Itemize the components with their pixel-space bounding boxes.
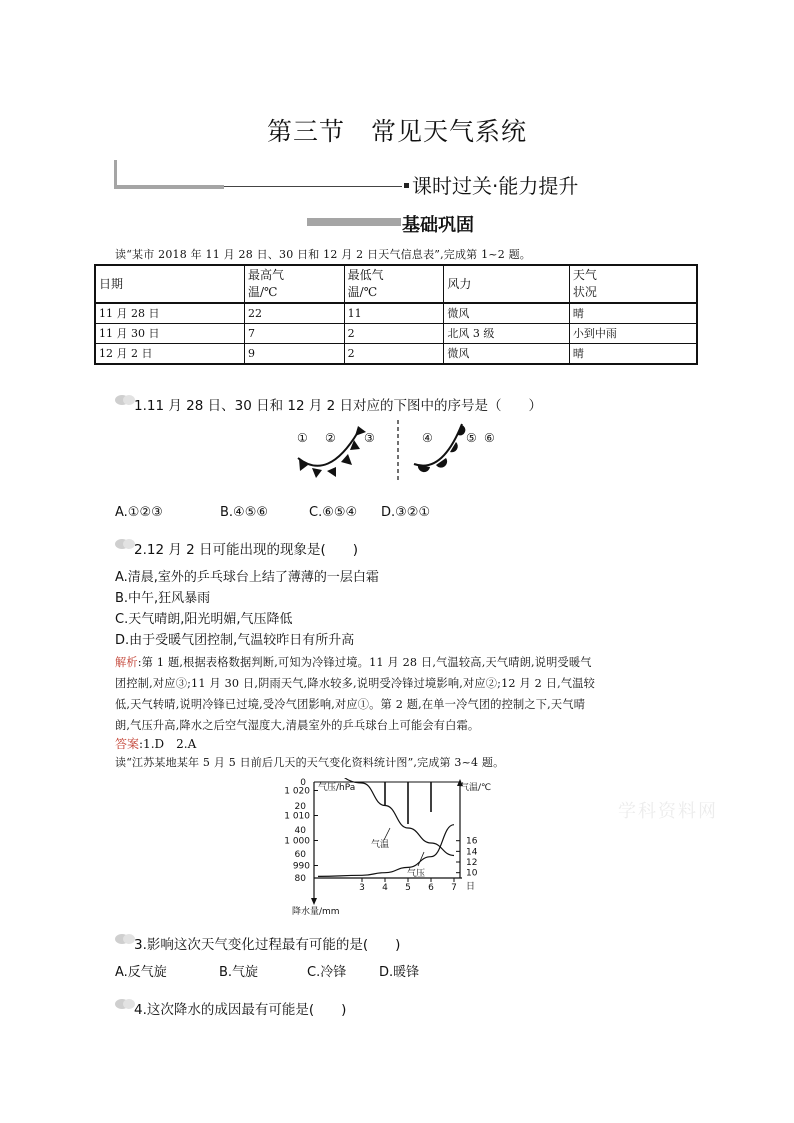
table-cell: 11 月 30 日 (95, 324, 244, 344)
q3-option-c[interactable]: C.冷锋 (307, 965, 347, 980)
table-row (95, 344, 697, 365)
x-tick-label: 4 (382, 883, 388, 893)
question-marker-icon (114, 538, 136, 550)
table-cell: 9 (244, 344, 344, 365)
table-header-row (95, 265, 697, 303)
intro-text-2: 读“江苏某地某年 5 月 5 日前后几天的天气变化资料统计图”,完成第 3~4 题。 (115, 756, 505, 769)
label-circle-2: ② (325, 431, 336, 445)
left-tick-label: 1 020 (284, 786, 310, 797)
subtitle-rule (224, 186, 402, 187)
table-cell: 12 月 2 日 (95, 344, 244, 365)
q1-option-b[interactable]: B.④⑤⑥ (220, 505, 269, 520)
table-cell: 晴 (569, 303, 697, 324)
table-header-cell: 最高气 温/℃ (244, 265, 344, 303)
precip-tick-label: 20 (294, 802, 306, 812)
weather-chart (282, 778, 502, 918)
left-tick-label: 990 (292, 861, 310, 872)
subtitle-dot (404, 183, 409, 188)
table-cell: 2 (344, 344, 444, 365)
table-cell: 微风 (444, 303, 570, 324)
front-semicircle-icon (436, 458, 447, 468)
q2-option-a[interactable]: A.清晨,室外的乒乓球台上结了薄薄的一层白霜 (115, 570, 379, 585)
table-cell: 22 (244, 303, 344, 324)
front-triangle-icon (327, 467, 336, 477)
subtitle-bar-left (114, 160, 117, 188)
table-cell: 2 (344, 324, 444, 344)
q1-option-c[interactable]: C.⑥⑤④ (309, 505, 358, 520)
q3-option-b[interactable]: B.气旋 (219, 965, 259, 980)
explanation-line-1: :第 1 题,根据表格数据判断,可知为冷锋过境。11 月 28 日,气温较高,天气晴朗,说明受暖气 (137, 656, 592, 669)
explanation-line-2: 团控制,对应③;11 月 30 日,阴雨天气,降水较多,说明受冷锋过境影响,对应②;12 月 2 日,气温较 (115, 677, 596, 690)
label-circle-5: ⑤ (466, 431, 477, 445)
table-header-cell: 天气 状况 (569, 265, 697, 303)
right-axis-label: 气温/℃ (460, 783, 492, 793)
precip-tick-label: 40 (294, 826, 306, 836)
label-circle-4: ④ (422, 431, 433, 445)
table-row (95, 324, 697, 344)
front-symbols-figure (290, 418, 510, 484)
table-cell: 11 月 28 日 (95, 303, 244, 324)
weather-table (94, 264, 698, 365)
table-header-cell: 日期 (95, 265, 244, 303)
front-triangle-icon (341, 454, 352, 465)
front-triangle-icon (312, 468, 322, 478)
table-cell: 微风 (444, 344, 570, 365)
right-tick-label: 12 (466, 858, 478, 869)
label-circle-1: ① (297, 431, 308, 445)
question-4-stem: 4.这次降水的成因最有可能是( ) (134, 1002, 347, 1018)
section-heading: 基础巩固 (402, 215, 474, 236)
series-label-pressure: 气压 (407, 869, 426, 879)
left-tick-label: 1 000 (284, 836, 310, 847)
explanation-line-4: 朗,气压升高,降水之后空气湿度大,清晨室外的乒乓球台上可能会有白霜。 (115, 719, 480, 732)
left-axis-label: 气压/hPa (318, 783, 356, 793)
watermark: 学科资料网 (618, 801, 718, 822)
x-tick-label: 7 (451, 883, 457, 893)
precip-axis-label: 降水量/mm (292, 907, 340, 917)
precip-tick-label: 60 (294, 850, 306, 860)
temperature-line (318, 825, 454, 877)
page-title: 第三节 常见天气系统 (266, 117, 527, 146)
table-row (95, 303, 697, 324)
table-header-cell: 最低气 温/℃ (344, 265, 444, 303)
explanation-line-3: 低,天气转晴,说明冷锋已过境,受冷气团影响,对应①。第 2 题,在单一冷气团的控制之下,天气晴 (115, 698, 586, 711)
series-label-temperature: 气温 (371, 840, 390, 850)
answer-text: :1.D 2.A (139, 737, 197, 751)
x-tick-label: 5 (405, 883, 411, 893)
label-circle-3: ③ (364, 431, 375, 445)
x-tick-label: 3 (359, 883, 365, 893)
table-cell: 晴 (569, 344, 697, 365)
question-2-stem: 2.12 月 2 日可能出现的现象是( ) (134, 542, 359, 558)
table-cell: 11 (344, 303, 444, 324)
explanation (115, 652, 683, 736)
right-tick-label: 10 (466, 868, 478, 879)
question-marker-icon (114, 933, 136, 945)
section-bar (307, 218, 401, 226)
x-unit-label: 日 (466, 882, 476, 892)
precip-tick-label: 80 (294, 874, 306, 884)
intro-text-1: 读“某市 2018 年 11 月 28 日、30 日和 12 月 2 日天气信息表”,完成第 1~2 题。 (115, 248, 531, 261)
q3-option-d[interactable]: D.暖锋 (379, 965, 420, 980)
right-tick-label: 14 (466, 847, 478, 858)
question-1-stem: 1.11 月 28 日、30 日和 12 月 2 日对应的下图中的序号是（ ） (134, 398, 543, 414)
answer-label: 答案 (115, 737, 140, 751)
precip-tick-label: 0 (300, 778, 306, 788)
left-axis-arrow-icon (311, 898, 317, 905)
temperature-label-arrow (384, 828, 390, 840)
q1-option-a[interactable]: A.①②③ (115, 505, 163, 520)
x-tick-label: 6 (428, 883, 434, 893)
q2-option-c[interactable]: C.天气晴朗,阳光明媚,气压降低 (115, 612, 293, 627)
table-cell: 7 (244, 324, 344, 344)
left-tick-label: 1 010 (284, 811, 310, 822)
subtitle-bar-bottom (114, 185, 224, 189)
question-marker-icon (114, 394, 136, 406)
subtitle: 课时过关·能力提升 (412, 174, 579, 198)
q2-option-b[interactable]: B.中午,狂风暴雨 (115, 591, 211, 606)
table-cell: 北风 3 级 (444, 324, 570, 344)
q1-option-d[interactable]: D.③②① (381, 505, 431, 520)
label-circle-6: ⑥ (484, 431, 495, 445)
explanation-label: 解析 (115, 656, 138, 669)
answer (115, 735, 196, 752)
table-cell: 小到中雨 (569, 324, 697, 344)
q3-option-a[interactable]: A.反气旋 (115, 965, 167, 980)
question-marker-icon (114, 998, 136, 1010)
question-3-stem: 3.影响这次天气变化过程最有可能的是( ) (134, 937, 401, 953)
right-tick-label: 16 (466, 836, 478, 847)
table-header-cell: 风力 (444, 265, 570, 303)
q2-option-d[interactable]: D.由于受暖气团控制,气温较昨日有所升高 (115, 633, 355, 648)
